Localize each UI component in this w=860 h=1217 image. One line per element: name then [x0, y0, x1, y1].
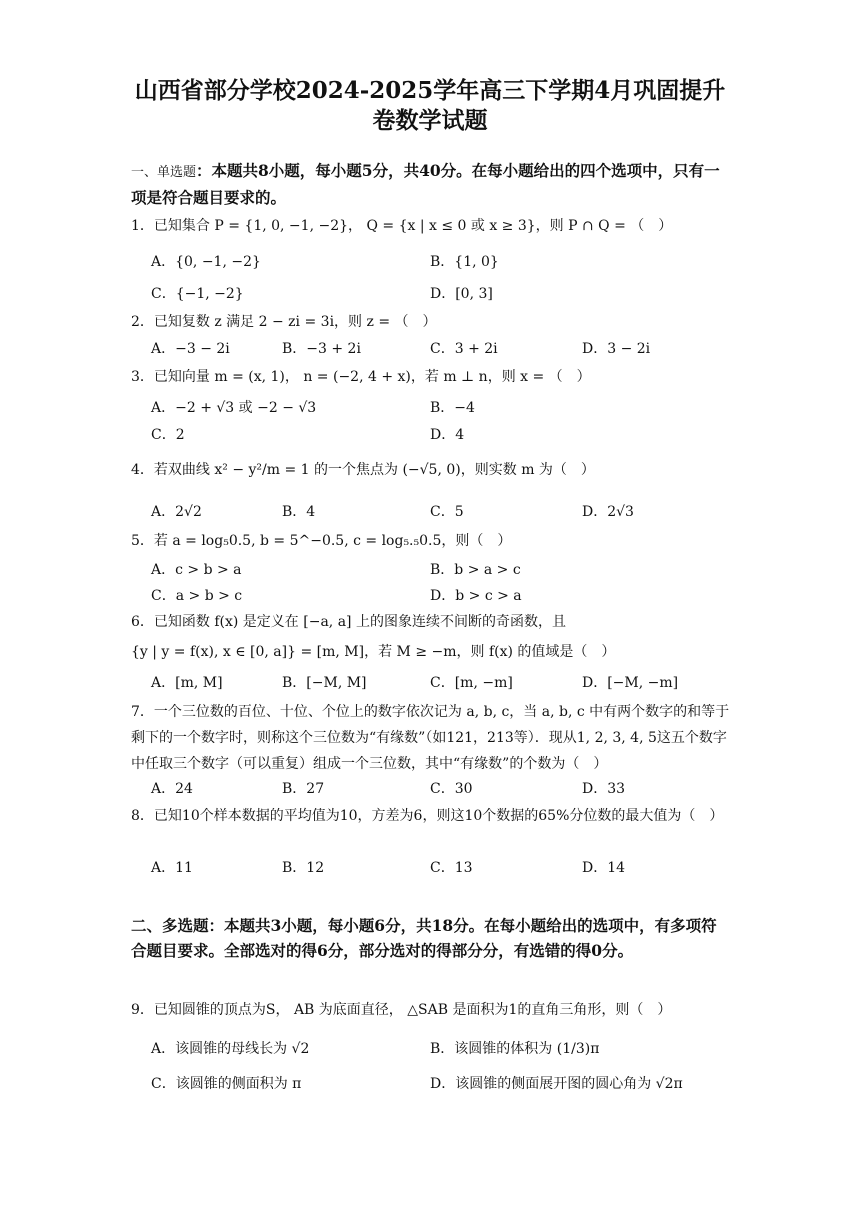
- question-8-option-b[interactable]: B．12: [282, 860, 325, 876]
- question-8-options-row: [0, 856, 860, 880]
- question-3-stem: 3．已知向量 m = (x, 1)， n = (−2, 4 + x)，若 m ⊥ n，则 x = （ ）: [131, 369, 591, 385]
- question-7-option-a[interactable]: A．24: [151, 781, 193, 797]
- question-8-option-a[interactable]: A．11: [151, 860, 193, 876]
- question-4-option-c[interactable]: C．5: [430, 504, 464, 520]
- question-5-option-c[interactable]: C．a > b > c: [151, 588, 243, 604]
- question-8-option-d[interactable]: D．14: [582, 860, 626, 876]
- question-3-option-d[interactable]: D．4: [430, 427, 465, 443]
- section-2-heading: 二、多选题：本题共3小题，每小题6分，共18分。在每小题给出的选项中，有多项符合题目要求。全部选对的得6分，部分选对的得部分分，有选错的得0分。: [131, 916, 717, 960]
- question-7-option-d[interactable]: D．33: [582, 781, 626, 797]
- page-title: [100, 76, 760, 136]
- question-3-option-a[interactable]: A．−2 + √3 或 −2 − √3: [151, 400, 317, 416]
- question-1-options-row-1: [0, 250, 860, 274]
- question-9-stem: 9．已知圆锥的顶点为S， AB 为底面直径， △SAB 是面积为1的直角三角形，则（ ）: [131, 1002, 672, 1018]
- section-1-text: ：本题共8小题，每小题5分，共40分。在每小题给出的四个选项中，只有一项是符合题目要求的。: [131, 161, 720, 207]
- question-1-stem: 1．已知集合 P = {1, 0, −1, −2}， Q = {x | x ≤ 0 或 x ≥ 3}，则 P ∩ Q = （ ）: [131, 218, 673, 234]
- question-7-stem: 7．一个三位数的百位、十位、个位上的数字依次记为 a, b, c，当 a, b, c 中有两个数字的和等于剩下的一个数字时，则称这个三位数为“有缘数”（如121，213等）．现从1, 2, 3, 4, 5这五个数字中任取三个数字（可以重复）组成一个三位数，其中“有缘数”的个数为（ ）: [131, 704, 730, 772]
- question-4-option-b[interactable]: B．4: [282, 504, 316, 520]
- question-1-option-b[interactable]: B．{1, 0}: [430, 254, 499, 270]
- question-7-option-b[interactable]: B．27: [282, 781, 325, 797]
- question-6-option-c[interactable]: C．[m, −m]: [430, 675, 513, 691]
- question-5-option-a[interactable]: A．c > b > a: [151, 562, 242, 578]
- question-9-options-row-2: [0, 1072, 860, 1096]
- question-2-option-c[interactable]: C．3 + 2i: [430, 341, 498, 357]
- question-4-options-row: [0, 500, 860, 524]
- question-9-options-row-1: [0, 1037, 860, 1061]
- question-5-options-row-2: [0, 584, 860, 608]
- question-1-option-d[interactable]: D．[0, 3]: [430, 286, 493, 302]
- question-8-stem: 8．已知10个样本数据的平均值为10，方差为6，则这10个数据的65%分位数的最大值为（ ）: [131, 808, 724, 824]
- question-9-option-d[interactable]: D．该圆锥的侧面展开图的圆心角为 √2π: [430, 1076, 683, 1092]
- question-6-option-a[interactable]: A．[m, M]: [151, 675, 223, 691]
- question-5-option-b[interactable]: B．b > a > c: [430, 562, 521, 578]
- question-9-option-c[interactable]: C．该圆锥的侧面积为 π: [151, 1076, 302, 1092]
- question-5-options-row-1: [0, 558, 860, 582]
- question-3-option-b[interactable]: B．−4: [430, 400, 475, 416]
- question-9-option-b[interactable]: B．该圆锥的体积为 (1/3)π: [430, 1041, 600, 1057]
- question-8-option-c[interactable]: C．13: [430, 860, 473, 876]
- question-4-option-d[interactable]: D．2√3: [582, 504, 634, 520]
- question-3-options-row-2: [0, 423, 860, 447]
- question-6-option-b[interactable]: B．[−M, M]: [282, 675, 367, 691]
- question-2-option-d[interactable]: D．3 − 2i: [582, 341, 651, 357]
- question-2-stem: 2．已知复数 z 满足 2 − zi = 3i，则 z = （ ）: [131, 314, 437, 330]
- question-1-option-c[interactable]: C．{−1, −2}: [151, 286, 244, 302]
- question-3-options-row-1: [0, 396, 860, 420]
- section-1-tag: 一、单选题: [131, 165, 197, 180]
- question-5-option-d[interactable]: D．b > c > a: [430, 588, 522, 604]
- title-line-1: 山西省部分学校2024-2025学年高三下学期4月巩固提升: [134, 77, 726, 104]
- question-2-option-a[interactable]: A．−3 − 2i: [151, 341, 230, 357]
- question-7-option-c[interactable]: C．30: [430, 781, 473, 797]
- question-7-options-row: [0, 777, 860, 801]
- section-1-heading: [131, 158, 731, 210]
- question-3-option-c[interactable]: C．2: [151, 427, 185, 443]
- question-6-stem-line-2: {y | y = f(x), x ∈ [0, a]} = [m, M]，若 M ≥ −m，则 f(x) 的值域是（ ）: [131, 644, 616, 660]
- question-2-option-b[interactable]: B．−3 + 2i: [282, 341, 361, 357]
- question-5-stem: 5．若 a = log₅0.5, b = 5^−0.5, c = log₅.₅0.5，则（ ）: [131, 533, 512, 549]
- question-6-option-d[interactable]: D．[−M, −m]: [582, 675, 679, 691]
- question-1-options-row-2: [0, 282, 860, 306]
- question-6-options-row: [0, 671, 860, 695]
- question-9-option-a[interactable]: A．该圆锥的母线长为 √2: [151, 1041, 310, 1057]
- question-2-options-row: [0, 337, 860, 361]
- question-6-stem-line-1: 6．已知函数 f(x) 是定义在 [−a, a] 上的图象连续不间断的奇函数，且: [131, 614, 566, 630]
- question-4-option-a[interactable]: A．2√2: [151, 504, 202, 520]
- question-4-stem: 4．若双曲线 x² − y²/m = 1 的一个焦点为 (−√5, 0)，则实数 m 为（ ）: [131, 462, 595, 478]
- title-line-2: 卷数学试题: [372, 107, 488, 134]
- question-1-option-a[interactable]: A．{0, −1, −2}: [151, 254, 261, 270]
